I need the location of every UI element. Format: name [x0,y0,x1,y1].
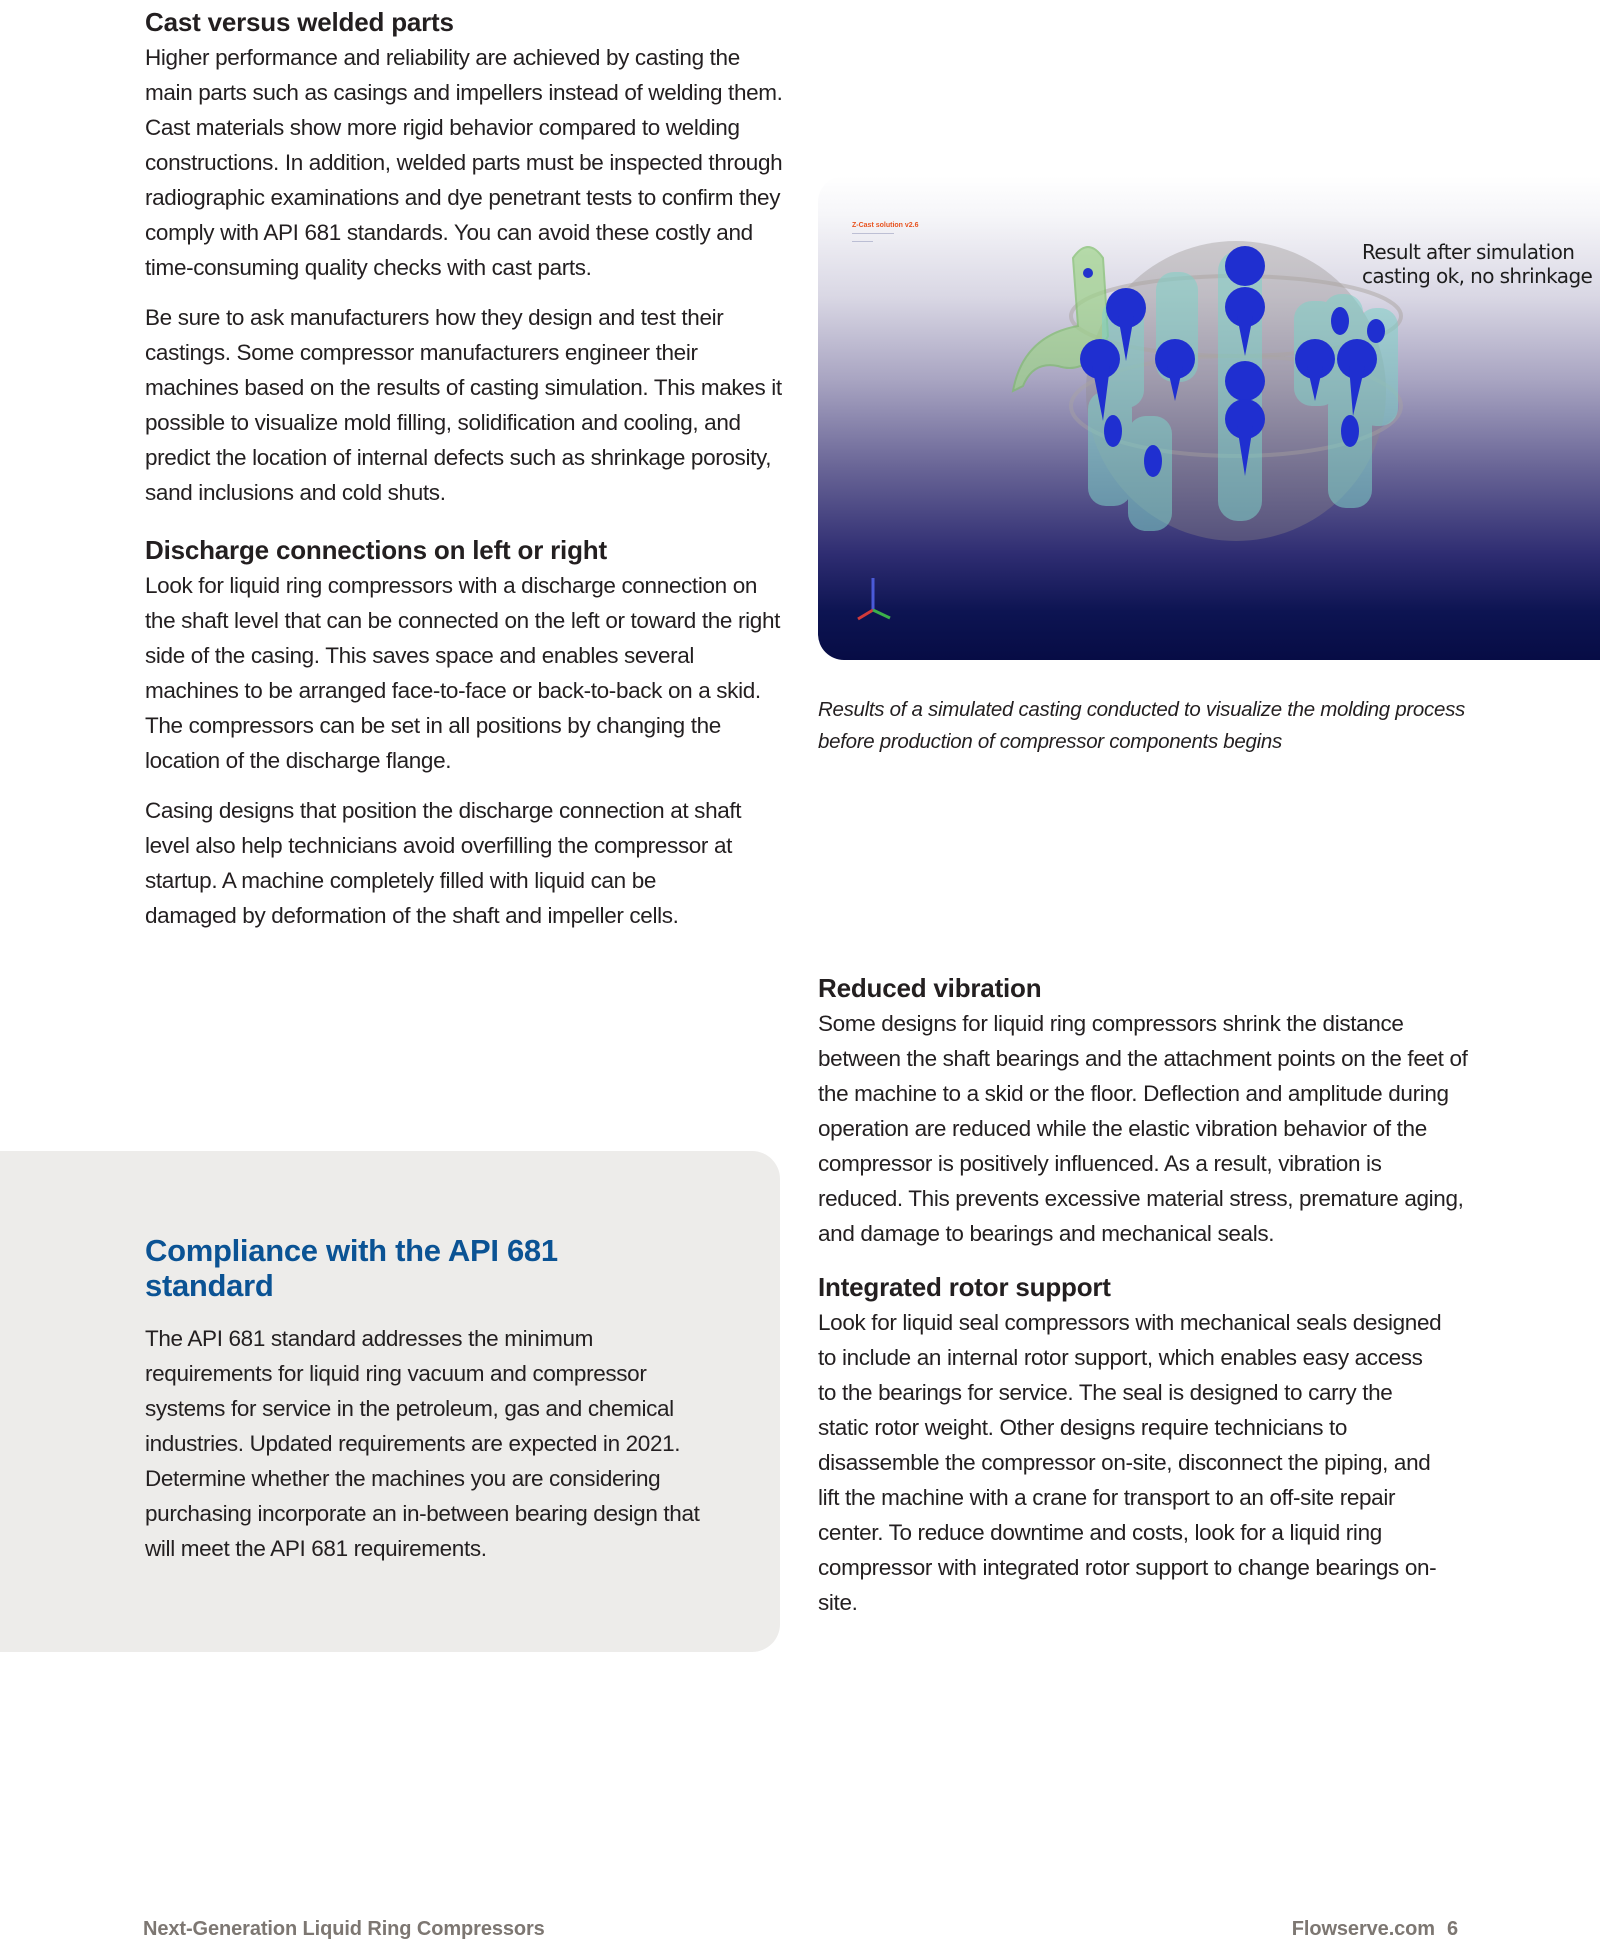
paragraph: Look for liquid seal compressors with mechanical seals designed to include an internal rotor support, which enables easy access to the bearings for service. The seal is designed to carry the static rotor weight. Other designs require technicians to disassemble the compressor on-site, disconnect the piping, and lift the machine with a crane for transport to an off-site repair center. To reduce downtime and costs, look for a liquid ring compressor with integrated rotor support to change bearings on-site. [818,1310,1442,1615]
right-column [818,970,1468,1635]
callout-body: The API 681 standard addresses the minimum requirements for liquid ring vacuum and compressor systems for service in the petroleum, gas and chemical industries. Updated requirements are expected in 2021. Determine whether the machines you are considering purchasing incorporate an in-between bearing design that will meet the API 681 requirements. [145,1326,700,1561]
footer-right [1292,1918,1458,1941]
axis-triad-icon [858,578,890,619]
section-heading: Cast versus welded parts [145,7,454,37]
api-681-callout [0,1151,780,1652]
section-heading: Integrated rotor support [818,1272,1111,1302]
paragraph: Higher performance and reliability are achieved by casting the main parts such as casings and impellers instead of welding them. Cast materials show more rigid behavior compared to welding constructions. In addition, welded parts must be inspected through radiographic examinations and dye penetrant tests to confirm they comply with API 681 standards. You can avoid these costly and time-consuming quality checks with cast parts. [145,45,783,280]
callout-heading: Compliance with the API 681 standard [145,1233,558,1303]
paragraph: Look for liquid ring compressors with a discharge connection on the shaft level that can be connected on the left or toward the right side of the casing. This saves space and enables several machines to be arranged face-to-face or back-to-back on a skid. The compressors can be set in all positions by changing the location of the discharge flange. [145,573,781,773]
footer-document-title: Next-Generation Liquid Ring Compressors [143,1918,545,1940]
riser [1088,391,1132,506]
simulation-result-label: Result after simulation casting ok, no shrinkage [1362,240,1593,288]
casting-simulation-image [818,176,1600,660]
section-reduced-vibration [818,970,1468,1251]
label-detail-line: ——— [852,238,873,245]
footer-website-link[interactable]: Flowserve.com [1291,1918,1435,1940]
section-heading: Reduced vibration [818,973,1042,1003]
section-heading: Discharge connections on left or right [145,535,607,565]
figure-caption: Results of a simulated casting conducted to visualize the molding process before production of compressor components begins [818,698,1465,753]
section-discharge-connections [145,532,785,933]
section-integrated-rotor-support [818,1269,1468,1620]
callout-content [145,1233,745,1581]
section-cast-vs-welded [145,4,785,510]
paragraph: Some designs for liquid ring compressors shrink the distance between the shaft bearings and the attachment points on the feet of the machine to a skid or the floor. Deflection and amplitude during operation are reduced while the elastic vibration behavior of the compressor is positively influenced. As a result, vibration is reduced. This prevents excessive material stress, premature aging, and damage to bearings and mechanical seals. [818,1011,1468,1246]
left-column [145,4,785,948]
paragraph: Be sure to ask manufacturers how they design and test their castings. Some compressor manufacturers engineer their machines based on the results of casting simulation. This makes it possible to visualize mold filling, solidification and cooling, and predict the location of internal defects such as shrinkage porosity, sand inclusions and cold shuts. [145,305,782,505]
page-number: 6 [1446,1918,1458,1940]
paragraph: Casing designs that position the discharge connection at shaft level also help technicians avoid overfilling the compressor at startup. A machine completely filled with liquid can be damaged by deformation of the shaft and impeller cells. [145,798,742,928]
label-detail-line: —————— [852,230,894,237]
software-label: Z-Cast solution v2.6 —————— ——— [852,222,919,245]
feeder-dot [1083,268,1093,278]
